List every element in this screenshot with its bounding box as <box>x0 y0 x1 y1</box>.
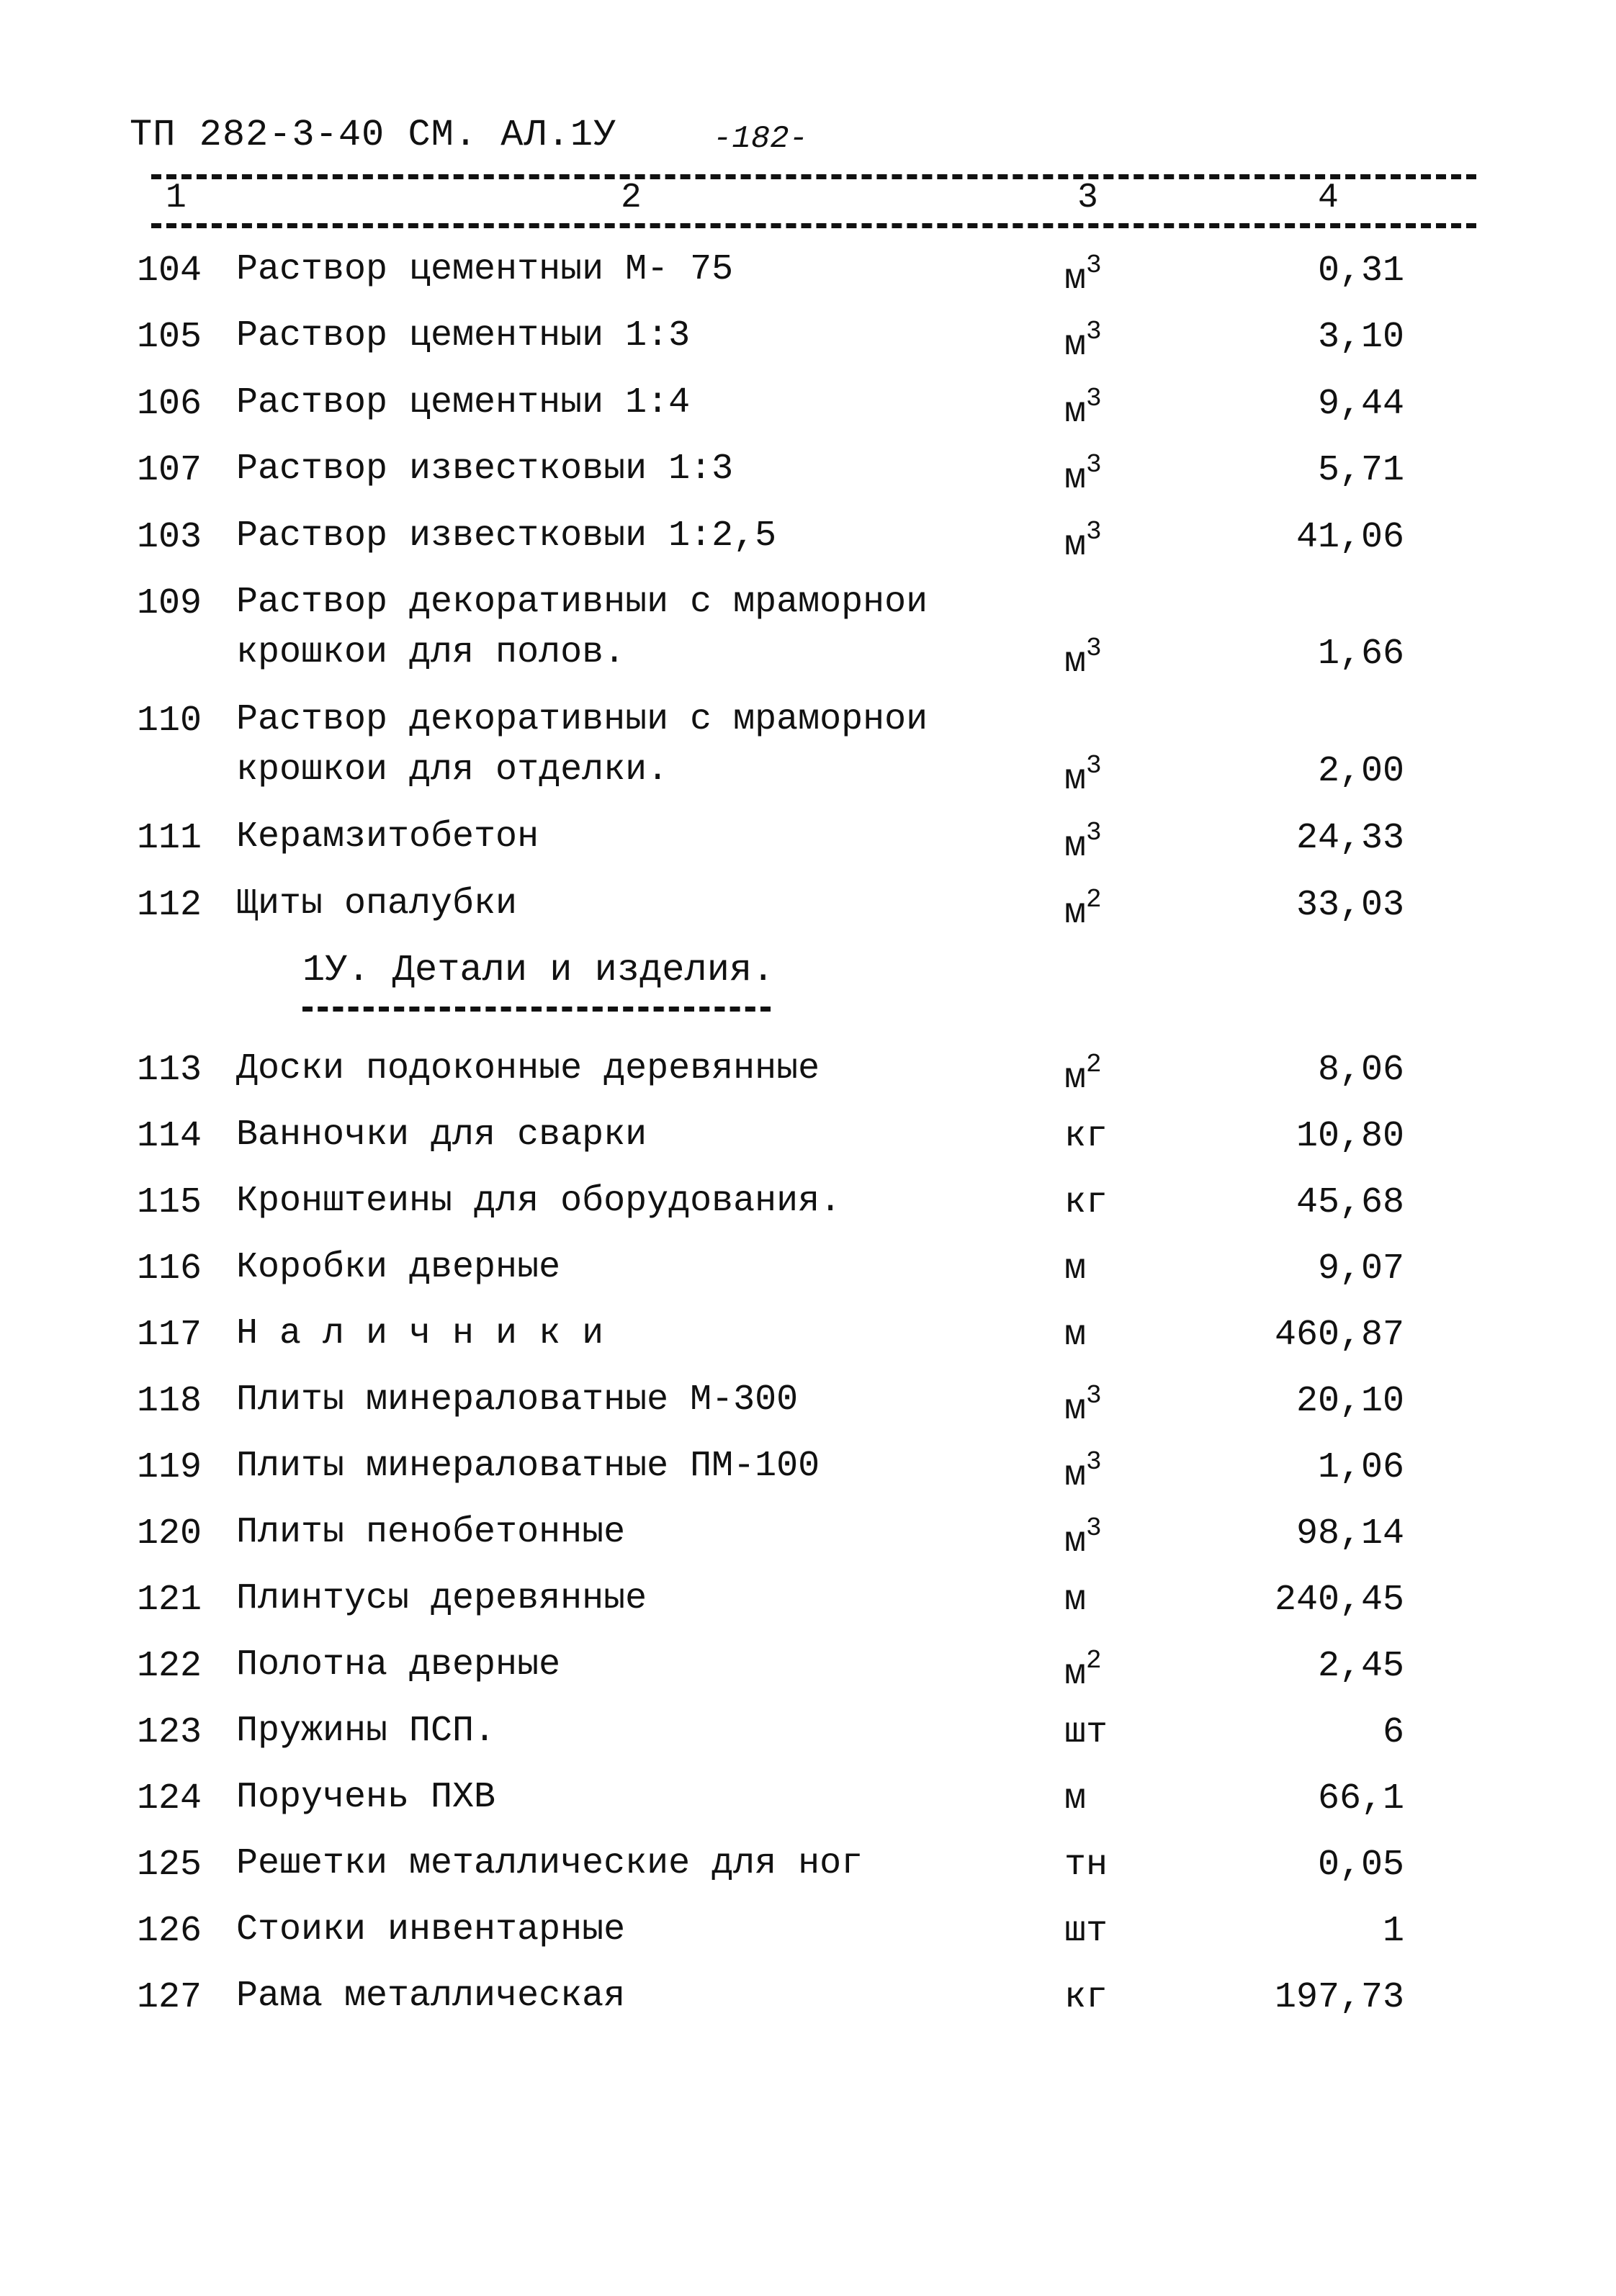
header-dashed-rule <box>151 223 1476 228</box>
row-unit <box>1064 450 1102 499</box>
row-quantity: 3,10 <box>1317 317 1404 358</box>
row-name: Полотна дверные <box>236 1644 561 1685</box>
top-dashed-rule <box>151 174 1476 179</box>
row-name: Раствор цементныи М- 75 <box>236 249 734 290</box>
unit-symbol: м <box>1064 1521 1087 1562</box>
row-unit <box>1064 1447 1102 1496</box>
row-number: 125 <box>136 1845 202 1886</box>
row-number: 126 <box>136 1911 202 1952</box>
unit-symbol: м <box>1064 641 1087 683</box>
row-name: Плинтусы деревянные <box>236 1578 647 1619</box>
row-name: Н а л и ч н и к и <box>236 1313 604 1354</box>
row-quantity: 98,14 <box>1296 1513 1404 1554</box>
row-unit <box>1064 317 1102 366</box>
row-number: 118 <box>136 1381 202 1422</box>
column-header-4: 4 <box>1318 179 1339 217</box>
unit-exponent: 3 <box>1086 251 1102 280</box>
unit-exponent: 3 <box>1086 317 1102 346</box>
row-unit <box>1064 1116 1108 1157</box>
row-unit <box>1064 1513 1102 1562</box>
unit-symbol: м <box>1064 1058 1087 1099</box>
unit-exponent: 2 <box>1086 1050 1102 1079</box>
row-unit <box>1064 1911 1108 1952</box>
row-number: 124 <box>136 1778 202 1819</box>
unit-exponent: 3 <box>1086 1381 1102 1410</box>
row-unit <box>1064 251 1102 300</box>
row-name: Плиты пенобетонные <box>236 1512 626 1553</box>
row-name: Раствор цементныи 1:4 <box>236 382 691 423</box>
row-quantity: 5,71 <box>1317 450 1404 491</box>
unit-symbol: кг <box>1064 1116 1108 1157</box>
column-header-3: 3 <box>1077 179 1098 217</box>
row-quantity: 9,07 <box>1317 1248 1404 1289</box>
unit-symbol: м <box>1064 325 1087 366</box>
row-name: Решетки металлические для ног <box>236 1843 863 1884</box>
unit-symbol: м <box>1064 525 1087 566</box>
row-name: Раствор декоративныи с мраморнои крошкои для отделки. <box>236 699 928 791</box>
row-number: 105 <box>136 317 202 358</box>
row-quantity: 1 <box>1382 1911 1404 1952</box>
column-header-2: 2 <box>621 179 642 217</box>
unit-symbol: кг <box>1064 1182 1108 1223</box>
section-title: 1У. Детали и изделия. <box>302 949 775 991</box>
row-unit <box>1064 1580 1086 1621</box>
unit-exponent: 3 <box>1086 1513 1102 1543</box>
row-quantity: 6 <box>1382 1712 1404 1753</box>
row-number: 111 <box>136 818 202 859</box>
row-number: 110 <box>136 701 202 742</box>
row-number: 120 <box>136 1513 202 1554</box>
unit-symbol: м <box>1064 1654 1087 1695</box>
row-name: Раствор известковыи 1:3 <box>236 449 734 490</box>
row-name: Раствор цементныи 1:3 <box>236 315 691 356</box>
row-name: Стоики инвентарные <box>236 1909 626 1950</box>
row-name: Плиты минераловатные ПМ-100 <box>236 1446 820 1487</box>
unit-symbol: м <box>1064 1248 1087 1289</box>
unit-exponent: 2 <box>1086 885 1102 914</box>
row-unit <box>1064 1050 1102 1099</box>
unit-symbol: м <box>1064 1315 1087 1356</box>
row-unit <box>1064 384 1102 433</box>
row-number: 103 <box>136 517 202 558</box>
row-number: 106 <box>136 384 202 425</box>
unit-symbol: м <box>1064 392 1087 433</box>
row-quantity: 45,68 <box>1296 1182 1404 1223</box>
row-name: Раствор известковыи 1:2,5 <box>236 516 777 557</box>
row-number: 115 <box>136 1182 202 1223</box>
row-unit <box>1064 1381 1102 1430</box>
unit-exponent: 2 <box>1086 1646 1102 1675</box>
row-unit <box>1064 517 1102 566</box>
row-quantity: 10,80 <box>1296 1116 1404 1157</box>
row-unit <box>1064 1315 1086 1356</box>
unit-symbol: тн <box>1064 1845 1108 1886</box>
row-quantity: 33,03 <box>1296 885 1404 926</box>
unit-symbol: м <box>1064 826 1087 867</box>
row-name: Ванночки для сварки <box>236 1115 647 1156</box>
row-quantity: 66,1 <box>1317 1778 1404 1819</box>
row-name: Керамзитобетон <box>236 816 539 857</box>
unit-symbol: кг <box>1064 1977 1108 2018</box>
row-number: 116 <box>136 1248 202 1289</box>
row-quantity: 20,10 <box>1296 1381 1404 1422</box>
row-quantity: 41,06 <box>1296 517 1404 558</box>
row-name: Рама металлическая <box>236 1976 626 2017</box>
unit-exponent: 3 <box>1086 517 1102 546</box>
row-unit <box>1064 1845 1108 1886</box>
row-number: 127 <box>136 1977 202 2018</box>
column-header-1: 1 <box>166 179 187 217</box>
row-name: Доски подоконные деревянные <box>236 1048 820 1089</box>
document-code: ТП 282-3-40 СМ. АЛ.1У <box>130 114 617 156</box>
row-unit <box>1064 751 1102 800</box>
unit-symbol: шт <box>1064 1712 1108 1753</box>
row-unit <box>1064 1182 1108 1223</box>
unit-symbol: шт <box>1064 1911 1108 1952</box>
row-number: 114 <box>136 1116 202 1157</box>
row-quantity: 1,06 <box>1317 1447 1404 1488</box>
row-quantity: 1,66 <box>1317 634 1404 675</box>
row-name: Кронштеины для оборудования. <box>236 1181 842 1222</box>
row-quantity: 8,06 <box>1317 1050 1404 1091</box>
row-unit <box>1064 885 1102 934</box>
unit-symbol: м <box>1064 893 1087 934</box>
unit-exponent: 3 <box>1086 384 1102 413</box>
row-number: 123 <box>136 1712 202 1753</box>
unit-exponent: 3 <box>1086 751 1102 780</box>
row-unit <box>1064 818 1102 867</box>
unit-symbol: м <box>1064 1580 1087 1621</box>
row-name: Пружины ПСП. <box>236 1711 496 1752</box>
row-quantity: 460,87 <box>1274 1315 1404 1356</box>
unit-symbol: м <box>1064 1389 1087 1430</box>
row-number: 109 <box>136 583 202 624</box>
row-number: 112 <box>136 885 202 926</box>
unit-symbol: м <box>1064 458 1087 499</box>
row-unit <box>1064 634 1102 683</box>
row-quantity: 24,33 <box>1296 818 1404 859</box>
row-quantity: 0,31 <box>1317 251 1404 292</box>
row-name: Плиты минераловатные М-300 <box>236 1379 799 1421</box>
row-number: 107 <box>136 450 202 491</box>
section-underline <box>302 1007 771 1012</box>
row-quantity: 2,45 <box>1317 1646 1404 1687</box>
unit-exponent: 3 <box>1086 818 1102 847</box>
row-name: Щиты опалубки <box>236 883 518 924</box>
row-number: 122 <box>136 1646 202 1687</box>
row-number: 121 <box>136 1580 202 1621</box>
row-quantity: 9,44 <box>1317 384 1404 425</box>
row-quantity: 240,45 <box>1274 1580 1404 1621</box>
row-name: Раствор декоративныи с мраморнои крошкои для полов. <box>236 582 928 673</box>
row-quantity: 197,73 <box>1274 1977 1404 2018</box>
row-unit <box>1064 1248 1086 1289</box>
unit-symbol: м <box>1064 1778 1087 1819</box>
unit-symbol: м <box>1064 759 1087 800</box>
row-unit <box>1064 1712 1108 1753</box>
row-number: 119 <box>136 1447 202 1488</box>
row-unit <box>1064 1977 1108 2018</box>
unit-exponent: 3 <box>1086 1447 1102 1477</box>
page-number: -182- <box>713 121 809 157</box>
unit-exponent: 3 <box>1086 634 1102 663</box>
row-quantity: 0,05 <box>1317 1845 1404 1886</box>
row-number: 104 <box>136 251 202 292</box>
row-unit <box>1064 1778 1086 1819</box>
row-unit <box>1064 1646 1102 1695</box>
unit-exponent: 3 <box>1086 450 1102 480</box>
unit-symbol: м <box>1064 258 1087 300</box>
unit-symbol: м <box>1064 1455 1087 1496</box>
row-quantity: 2,00 <box>1317 751 1404 792</box>
row-name: Коробки дверные <box>236 1247 561 1288</box>
row-number: 117 <box>136 1315 202 1356</box>
row-name: Поручень ПХВ <box>236 1777 496 1818</box>
row-number: 113 <box>136 1050 202 1091</box>
